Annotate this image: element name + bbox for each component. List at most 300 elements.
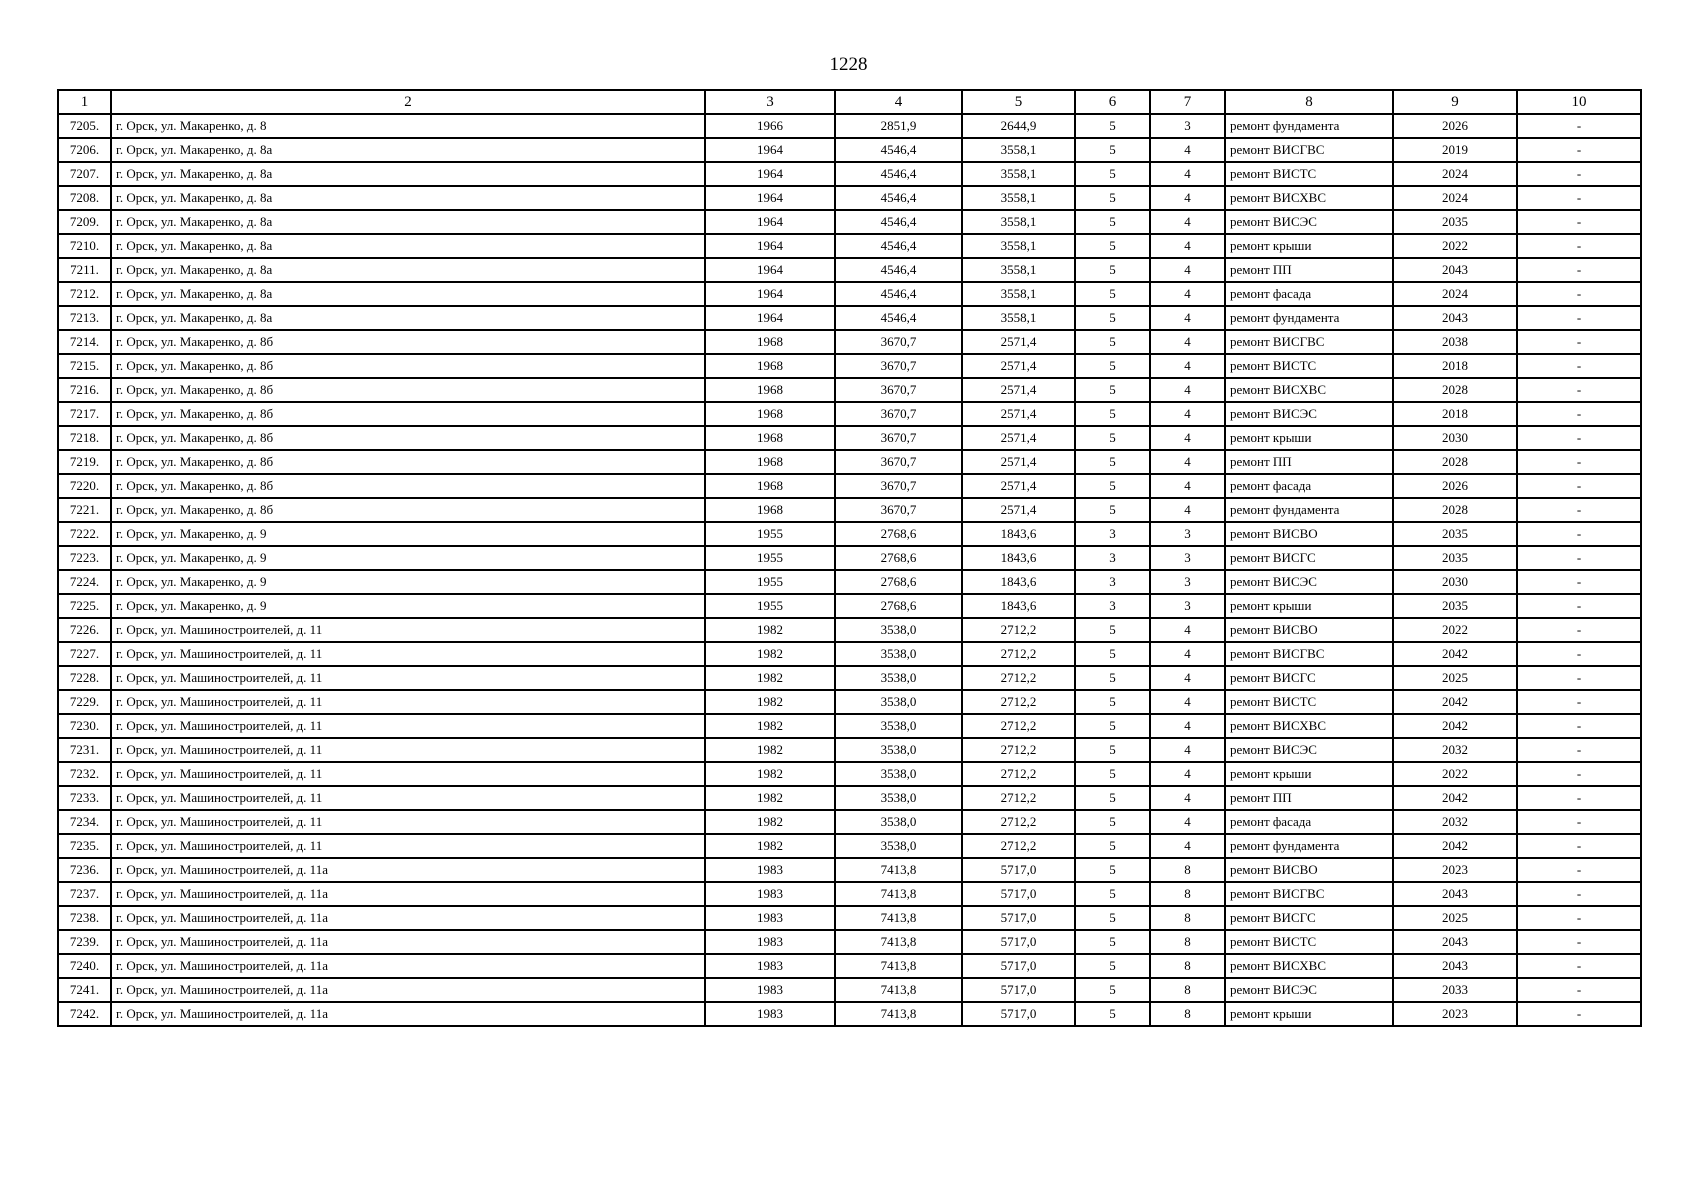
year-built-cell: 1983 [705,978,835,1002]
table-row [58,282,1641,306]
total-area-cell: 3538,0 [835,786,962,810]
total-area-cell: 3538,0 [835,810,962,834]
row-number-cell: 7209. [58,210,111,234]
total-area-cell: 4546,4 [835,210,962,234]
table-row [58,354,1641,378]
year-built-cell: 1964 [705,186,835,210]
floors-cell: 5 [1075,186,1150,210]
table-row [58,522,1641,546]
note-cell: - [1517,1002,1641,1026]
entrances-cell: 8 [1150,906,1225,930]
planned-year-cell: 2042 [1393,834,1517,858]
living-area-cell: 2712,2 [962,762,1075,786]
table-row [58,882,1641,906]
row-number-cell: 7216. [58,378,111,402]
address-cell: г. Орск, ул. Макаренко, д. 8а [111,186,705,210]
floors-cell: 5 [1075,858,1150,882]
living-area-cell: 2571,4 [962,378,1075,402]
table-row [58,594,1641,618]
planned-year-cell: 2022 [1393,618,1517,642]
planned-year-cell: 2022 [1393,234,1517,258]
repair-schedule-table [57,89,1642,1027]
planned-year-cell: 2018 [1393,402,1517,426]
year-built-cell: 1982 [705,618,835,642]
note-cell: - [1517,762,1641,786]
work-type-cell: ремонт ВИСЭС [1225,210,1393,234]
address-cell: г. Орск, ул. Машиностроителей, д. 11 [111,786,705,810]
floors-cell: 5 [1075,978,1150,1002]
living-area-cell: 3558,1 [962,186,1075,210]
planned-year-cell: 2032 [1393,810,1517,834]
note-cell: - [1517,570,1641,594]
entrances-cell: 4 [1150,714,1225,738]
row-number-cell: 7226. [58,618,111,642]
entrances-cell: 8 [1150,1002,1225,1026]
row-number-cell: 7222. [58,522,111,546]
header-cell: 8 [1225,90,1393,114]
work-type-cell: ремонт ВИСЭС [1225,978,1393,1002]
work-type-cell: ремонт крыши [1225,426,1393,450]
total-area-cell: 3670,7 [835,450,962,474]
work-type-cell: ремонт ВИСГС [1225,906,1393,930]
floors-cell: 5 [1075,474,1150,498]
work-type-cell: ремонт фундамента [1225,306,1393,330]
work-type-cell: ремонт крыши [1225,234,1393,258]
total-area-cell: 3670,7 [835,426,962,450]
work-type-cell: ремонт ВИСХВС [1225,714,1393,738]
entrances-cell: 4 [1150,810,1225,834]
living-area-cell: 5717,0 [962,882,1075,906]
table-row [58,666,1641,690]
work-type-cell: ремонт ВИСТС [1225,354,1393,378]
work-type-cell: ремонт ВИСТС [1225,930,1393,954]
row-number-cell: 7232. [58,762,111,786]
entrances-cell: 8 [1150,882,1225,906]
floors-cell: 5 [1075,690,1150,714]
work-type-cell: ремонт фундамента [1225,498,1393,522]
entrances-cell: 4 [1150,258,1225,282]
note-cell: - [1517,618,1641,642]
year-built-cell: 1983 [705,1002,835,1026]
table-row [58,474,1641,498]
floors-cell: 3 [1075,522,1150,546]
planned-year-cell: 2033 [1393,978,1517,1002]
planned-year-cell: 2023 [1393,1002,1517,1026]
entrances-cell: 4 [1150,474,1225,498]
note-cell: - [1517,234,1641,258]
year-built-cell: 1983 [705,906,835,930]
table-row [58,786,1641,810]
entrances-cell: 4 [1150,306,1225,330]
work-type-cell: ремонт крыши [1225,762,1393,786]
note-cell: - [1517,690,1641,714]
address-cell: г. Орск, ул. Машиностроителей, д. 11 [111,762,705,786]
planned-year-cell: 2024 [1393,162,1517,186]
living-area-cell: 2712,2 [962,642,1075,666]
total-area-cell: 3670,7 [835,378,962,402]
header-cell: 9 [1393,90,1517,114]
address-cell: г. Орск, ул. Макаренко, д. 8б [111,450,705,474]
address-cell: г. Орск, ул. Макаренко, д. 9 [111,522,705,546]
floors-cell: 5 [1075,786,1150,810]
floors-cell: 5 [1075,210,1150,234]
total-area-cell: 4546,4 [835,234,962,258]
year-built-cell: 1968 [705,378,835,402]
floors-cell: 5 [1075,954,1150,978]
work-type-cell: ремонт ВИСЭС [1225,738,1393,762]
entrances-cell: 3 [1150,522,1225,546]
note-cell: - [1517,666,1641,690]
work-type-cell: ремонт ПП [1225,450,1393,474]
entrances-cell: 8 [1150,930,1225,954]
table-row [58,330,1641,354]
row-number-cell: 7214. [58,330,111,354]
table-row [58,714,1641,738]
address-cell: г. Орск, ул. Машиностроителей, д. 11 [111,690,705,714]
row-number-cell: 7225. [58,594,111,618]
note-cell: - [1517,306,1641,330]
year-built-cell: 1968 [705,330,835,354]
entrances-cell: 4 [1150,762,1225,786]
living-area-cell: 2712,2 [962,810,1075,834]
floors-cell: 5 [1075,306,1150,330]
row-number-cell: 7233. [58,786,111,810]
entrances-cell: 4 [1150,738,1225,762]
header-cell: 4 [835,90,962,114]
row-number-cell: 7231. [58,738,111,762]
table-row [58,378,1641,402]
planned-year-cell: 2028 [1393,378,1517,402]
total-area-cell: 3538,0 [835,690,962,714]
table-row [58,138,1641,162]
floors-cell: 5 [1075,810,1150,834]
year-built-cell: 1964 [705,162,835,186]
living-area-cell: 2644,9 [962,114,1075,138]
row-number-cell: 7240. [58,954,111,978]
total-area-cell: 3670,7 [835,402,962,426]
planned-year-cell: 2023 [1393,858,1517,882]
table-row [58,162,1641,186]
address-cell: г. Орск, ул. Машиностроителей, д. 11 [111,738,705,762]
planned-year-cell: 2038 [1393,330,1517,354]
living-area-cell: 1843,6 [962,546,1075,570]
table-row [58,906,1641,930]
total-area-cell: 3670,7 [835,330,962,354]
work-type-cell: ремонт ВИСВО [1225,618,1393,642]
address-cell: г. Орск, ул. Макаренко, д. 8а [111,162,705,186]
note-cell: - [1517,330,1641,354]
work-type-cell: ремонт ВИСГС [1225,666,1393,690]
total-area-cell: 7413,8 [835,858,962,882]
header-cell: 3 [705,90,835,114]
year-built-cell: 1955 [705,594,835,618]
row-number-cell: 7217. [58,402,111,426]
table-row [58,762,1641,786]
row-number-cell: 7223. [58,546,111,570]
total-area-cell: 7413,8 [835,978,962,1002]
living-area-cell: 5717,0 [962,858,1075,882]
year-built-cell: 1968 [705,354,835,378]
note-cell: - [1517,498,1641,522]
row-number-cell: 7235. [58,834,111,858]
header-cell: 10 [1517,90,1641,114]
year-built-cell: 1982 [705,666,835,690]
row-number-cell: 7221. [58,498,111,522]
year-built-cell: 1983 [705,954,835,978]
work-type-cell: ремонт ПП [1225,786,1393,810]
entrances-cell: 4 [1150,618,1225,642]
entrances-cell: 4 [1150,642,1225,666]
floors-cell: 5 [1075,882,1150,906]
year-built-cell: 1983 [705,882,835,906]
floors-cell: 5 [1075,666,1150,690]
note-cell: - [1517,858,1641,882]
total-area-cell: 4546,4 [835,162,962,186]
living-area-cell: 1843,6 [962,522,1075,546]
floors-cell: 5 [1075,714,1150,738]
address-cell: г. Орск, ул. Машиностроителей, д. 11а [111,1002,705,1026]
planned-year-cell: 2032 [1393,738,1517,762]
floors-cell: 5 [1075,234,1150,258]
address-cell: г. Орск, ул. Машиностроителей, д. 11 [111,834,705,858]
table-row [58,498,1641,522]
note-cell: - [1517,354,1641,378]
floors-cell: 5 [1075,762,1150,786]
entrances-cell: 4 [1150,138,1225,162]
living-area-cell: 5717,0 [962,954,1075,978]
address-cell: г. Орск, ул. Макаренко, д. 8 [111,114,705,138]
year-built-cell: 1955 [705,546,835,570]
living-area-cell: 2712,2 [962,834,1075,858]
floors-cell: 5 [1075,618,1150,642]
note-cell: - [1517,906,1641,930]
note-cell: - [1517,738,1641,762]
note-cell: - [1517,426,1641,450]
note-cell: - [1517,978,1641,1002]
planned-year-cell: 2026 [1393,114,1517,138]
year-built-cell: 1968 [705,474,835,498]
entrances-cell: 8 [1150,954,1225,978]
row-number-cell: 7210. [58,234,111,258]
total-area-cell: 3538,0 [835,762,962,786]
planned-year-cell: 2035 [1393,210,1517,234]
floors-cell: 5 [1075,282,1150,306]
floors-cell: 5 [1075,930,1150,954]
table-row [58,954,1641,978]
table-row [58,834,1641,858]
year-built-cell: 1968 [705,402,835,426]
floors-cell: 5 [1075,354,1150,378]
total-area-cell: 3670,7 [835,498,962,522]
address-cell: г. Орск, ул. Макаренко, д. 8б [111,330,705,354]
address-cell: г. Орск, ул. Макаренко, д. 8б [111,354,705,378]
year-built-cell: 1983 [705,930,835,954]
floors-cell: 5 [1075,834,1150,858]
living-area-cell: 2571,4 [962,354,1075,378]
year-built-cell: 1983 [705,858,835,882]
entrances-cell: 4 [1150,378,1225,402]
planned-year-cell: 2025 [1393,906,1517,930]
table-row [58,618,1641,642]
table-row [58,258,1641,282]
year-built-cell: 1968 [705,426,835,450]
planned-year-cell: 2043 [1393,930,1517,954]
header-cell: 1 [58,90,111,114]
planned-year-cell: 2035 [1393,546,1517,570]
row-number-cell: 7211. [58,258,111,282]
planned-year-cell: 2035 [1393,594,1517,618]
row-number-cell: 7219. [58,450,111,474]
address-cell: г. Орск, ул. Машиностроителей, д. 11а [111,978,705,1002]
row-number-cell: 7238. [58,906,111,930]
work-type-cell: ремонт ПП [1225,258,1393,282]
year-built-cell: 1955 [705,570,835,594]
work-type-cell: ремонт крыши [1225,594,1393,618]
row-number-cell: 7215. [58,354,111,378]
living-area-cell: 3558,1 [962,138,1075,162]
note-cell: - [1517,522,1641,546]
table-row [58,810,1641,834]
planned-year-cell: 2030 [1393,570,1517,594]
row-number-cell: 7205. [58,114,111,138]
table-row [58,978,1641,1002]
work-type-cell: ремонт ВИСЭС [1225,402,1393,426]
note-cell: - [1517,138,1641,162]
entrances-cell: 8 [1150,978,1225,1002]
entrances-cell: 4 [1150,786,1225,810]
floors-cell: 3 [1075,594,1150,618]
entrances-cell: 4 [1150,234,1225,258]
living-area-cell: 2571,4 [962,330,1075,354]
address-cell: г. Орск, ул. Макаренко, д. 8а [111,258,705,282]
total-area-cell: 4546,4 [835,282,962,306]
table-row [58,738,1641,762]
living-area-cell: 3558,1 [962,210,1075,234]
total-area-cell: 2768,6 [835,546,962,570]
row-number-cell: 7206. [58,138,111,162]
note-cell: - [1517,258,1641,282]
total-area-cell: 2768,6 [835,570,962,594]
planned-year-cell: 2028 [1393,450,1517,474]
planned-year-cell: 2043 [1393,258,1517,282]
address-cell: г. Орск, ул. Машиностроителей, д. 11 [111,618,705,642]
total-area-cell: 4546,4 [835,258,962,282]
floors-cell: 5 [1075,906,1150,930]
living-area-cell: 1843,6 [962,570,1075,594]
entrances-cell: 3 [1150,114,1225,138]
table-row [58,450,1641,474]
table-row [58,186,1641,210]
table-row [58,858,1641,882]
planned-year-cell: 2025 [1393,666,1517,690]
planned-year-cell: 2042 [1393,690,1517,714]
living-area-cell: 2571,4 [962,498,1075,522]
note-cell: - [1517,882,1641,906]
planned-year-cell: 2030 [1393,426,1517,450]
address-cell: г. Орск, ул. Макаренко, д. 8а [111,138,705,162]
total-area-cell: 3538,0 [835,834,962,858]
row-number-cell: 7207. [58,162,111,186]
entrances-cell: 4 [1150,834,1225,858]
table-row [58,402,1641,426]
note-cell: - [1517,954,1641,978]
header-cell: 5 [962,90,1075,114]
total-area-cell: 4546,4 [835,306,962,330]
entrances-cell: 3 [1150,594,1225,618]
total-area-cell: 7413,8 [835,906,962,930]
living-area-cell: 2712,2 [962,666,1075,690]
header-row [58,90,1641,114]
floors-cell: 5 [1075,642,1150,666]
entrances-cell: 4 [1150,402,1225,426]
planned-year-cell: 2043 [1393,954,1517,978]
work-type-cell: ремонт ВИСГС [1225,546,1393,570]
note-cell: - [1517,114,1641,138]
entrances-cell: 4 [1150,186,1225,210]
table-body [58,114,1641,1026]
address-cell: г. Орск, ул. Макаренко, д. 8а [111,210,705,234]
year-built-cell: 1964 [705,234,835,258]
planned-year-cell: 2043 [1393,882,1517,906]
entrances-cell: 4 [1150,690,1225,714]
work-type-cell: ремонт ВИСХВС [1225,378,1393,402]
living-area-cell: 2712,2 [962,738,1075,762]
address-cell: г. Орск, ул. Макаренко, д. 8а [111,306,705,330]
note-cell: - [1517,162,1641,186]
note-cell: - [1517,786,1641,810]
year-built-cell: 1982 [705,834,835,858]
address-cell: г. Орск, ул. Макаренко, д. 8а [111,234,705,258]
floors-cell: 3 [1075,546,1150,570]
work-type-cell: ремонт ВИСТС [1225,690,1393,714]
address-cell: г. Орск, ул. Машиностроителей, д. 11 [111,714,705,738]
living-area-cell: 5717,0 [962,930,1075,954]
row-number-cell: 7234. [58,810,111,834]
planned-year-cell: 2042 [1393,714,1517,738]
living-area-cell: 1843,6 [962,594,1075,618]
note-cell: - [1517,546,1641,570]
address-cell: г. Орск, ул. Макаренко, д. 9 [111,546,705,570]
row-number-cell: 7239. [58,930,111,954]
entrances-cell: 4 [1150,162,1225,186]
living-area-cell: 3558,1 [962,162,1075,186]
total-area-cell: 3538,0 [835,714,962,738]
address-cell: г. Орск, ул. Машиностроителей, д. 11а [111,858,705,882]
floors-cell: 5 [1075,450,1150,474]
address-cell: г. Орск, ул. Макаренко, д. 9 [111,594,705,618]
address-cell: г. Орск, ул. Машиностроителей, д. 11 [111,666,705,690]
note-cell: - [1517,930,1641,954]
floors-cell: 5 [1075,738,1150,762]
living-area-cell: 2712,2 [962,714,1075,738]
address-cell: г. Орск, ул. Машиностроителей, д. 11а [111,954,705,978]
address-cell: г. Орск, ул. Макаренко, д. 9 [111,570,705,594]
planned-year-cell: 2018 [1393,354,1517,378]
living-area-cell: 5717,0 [962,978,1075,1002]
living-area-cell: 3558,1 [962,234,1075,258]
table-row [58,930,1641,954]
year-built-cell: 1964 [705,210,835,234]
note-cell: - [1517,714,1641,738]
year-built-cell: 1982 [705,642,835,666]
work-type-cell: ремонт фасада [1225,282,1393,306]
header-cell: 7 [1150,90,1225,114]
year-built-cell: 1968 [705,450,835,474]
entrances-cell: 4 [1150,426,1225,450]
table-row [58,234,1641,258]
total-area-cell: 2768,6 [835,594,962,618]
address-cell: г. Орск, ул. Машиностроителей, д. 11 [111,810,705,834]
